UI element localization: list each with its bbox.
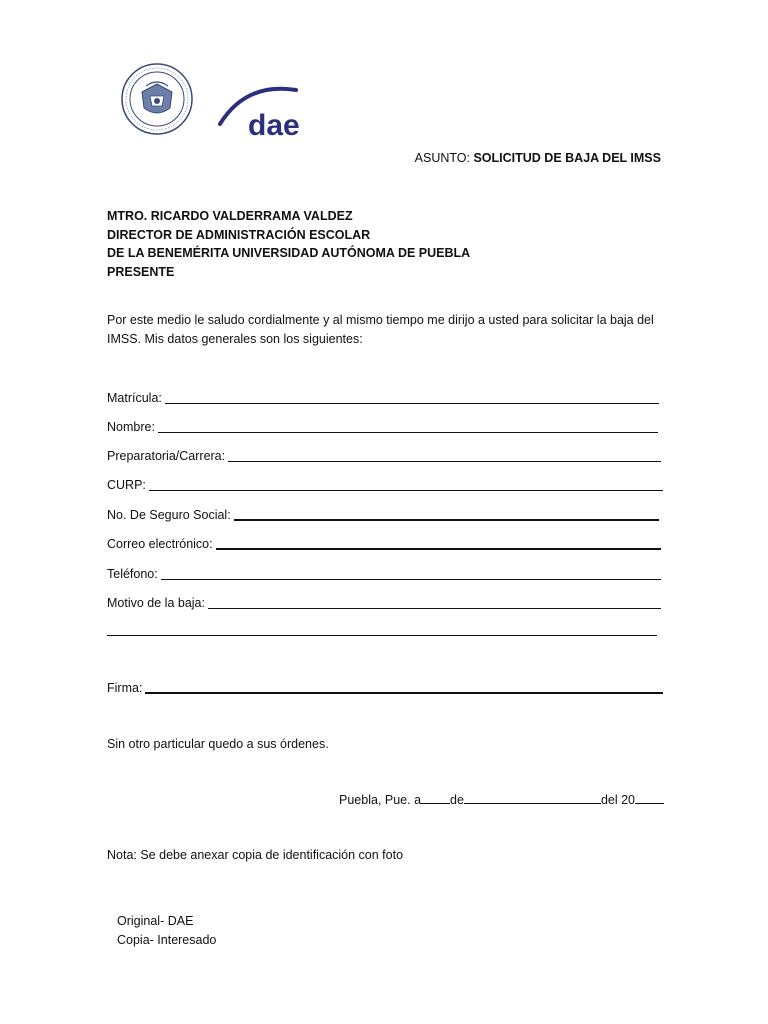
recipient-presente: PRESENTE [107, 265, 175, 279]
correo-label: Correo electrónico: [107, 537, 213, 551]
date-line [339, 791, 664, 809]
intro-line-2: IMSS. Mis datos generales son los siguientes: [107, 332, 363, 346]
nss-field[interactable] [107, 503, 659, 523]
telefono-blank[interactable] [161, 567, 661, 580]
subject-label: ASUNTO: [414, 151, 470, 165]
matricula-field[interactable] [107, 386, 659, 406]
copy-interesado: Copia- Interesado [117, 933, 217, 947]
carrera-label: Preparatoria/Carrera: [107, 449, 226, 463]
university-seal-logo [120, 62, 194, 136]
dae-logo [216, 80, 308, 140]
motivo-label: Motivo de la baja: [107, 596, 205, 610]
motivo-blank[interactable] [208, 596, 661, 609]
subject-line [415, 149, 661, 167]
dae-logo-text: dae [248, 109, 300, 140]
note-text: Nota: Se debe anexar copia de identificación con foto [107, 848, 404, 862]
day-blank[interactable] [421, 791, 450, 804]
nss-label: No. De Seguro Social: [107, 508, 231, 522]
curp-blank[interactable] [149, 478, 663, 491]
date-de: de [450, 793, 464, 807]
motivo-continuation-blank[interactable] [107, 635, 657, 636]
intro-line-1: Por este medio le saludo cordialmente y al mismo tiempo me dirijo a usted para solicitar la baja del [107, 313, 654, 327]
month-blank[interactable] [464, 791, 601, 804]
date-prefix: Puebla, Pue. a [339, 793, 422, 807]
carrera-field[interactable] [107, 444, 661, 464]
recipient-name: MTRO. RICARDO VALDERRAMA VALDEZ [107, 209, 353, 223]
year-blank[interactable] [635, 791, 664, 804]
closing-text: Sin otro particular quedo a sus órdenes. [107, 737, 329, 751]
curp-field[interactable] [107, 473, 663, 493]
firma-blank[interactable] [145, 680, 663, 694]
firma-label: Firma: [107, 681, 143, 695]
correo-field[interactable] [107, 532, 661, 552]
nombre-field[interactable] [107, 415, 658, 435]
matricula-label: Matrícula: [107, 391, 162, 405]
motivo-field[interactable] [107, 591, 661, 611]
recipient-institution: DE LA BENEMÉRITA UNIVERSIDAD AUTÓNOMA DE PUEBLA [107, 246, 471, 260]
nombre-label: Nombre: [107, 420, 155, 434]
nombre-blank[interactable] [158, 420, 658, 433]
telefono-label: Teléfono: [107, 567, 158, 581]
subject-value: SOLICITUD DE BAJA DEL IMSS [473, 151, 661, 165]
copy-original: Original- DAE [117, 914, 194, 928]
date-del: del 20 [600, 793, 635, 807]
nss-blank[interactable] [234, 507, 659, 521]
firma-field[interactable] [107, 676, 663, 696]
telefono-field[interactable] [107, 562, 661, 582]
curp-label: CURP: [107, 478, 146, 492]
recipient-title: DIRECTOR DE ADMINISTRACIÓN ESCOLAR [107, 228, 371, 242]
carrera-blank[interactable] [228, 449, 661, 462]
correo-blank[interactable] [216, 536, 661, 550]
matricula-blank[interactable] [165, 391, 659, 404]
